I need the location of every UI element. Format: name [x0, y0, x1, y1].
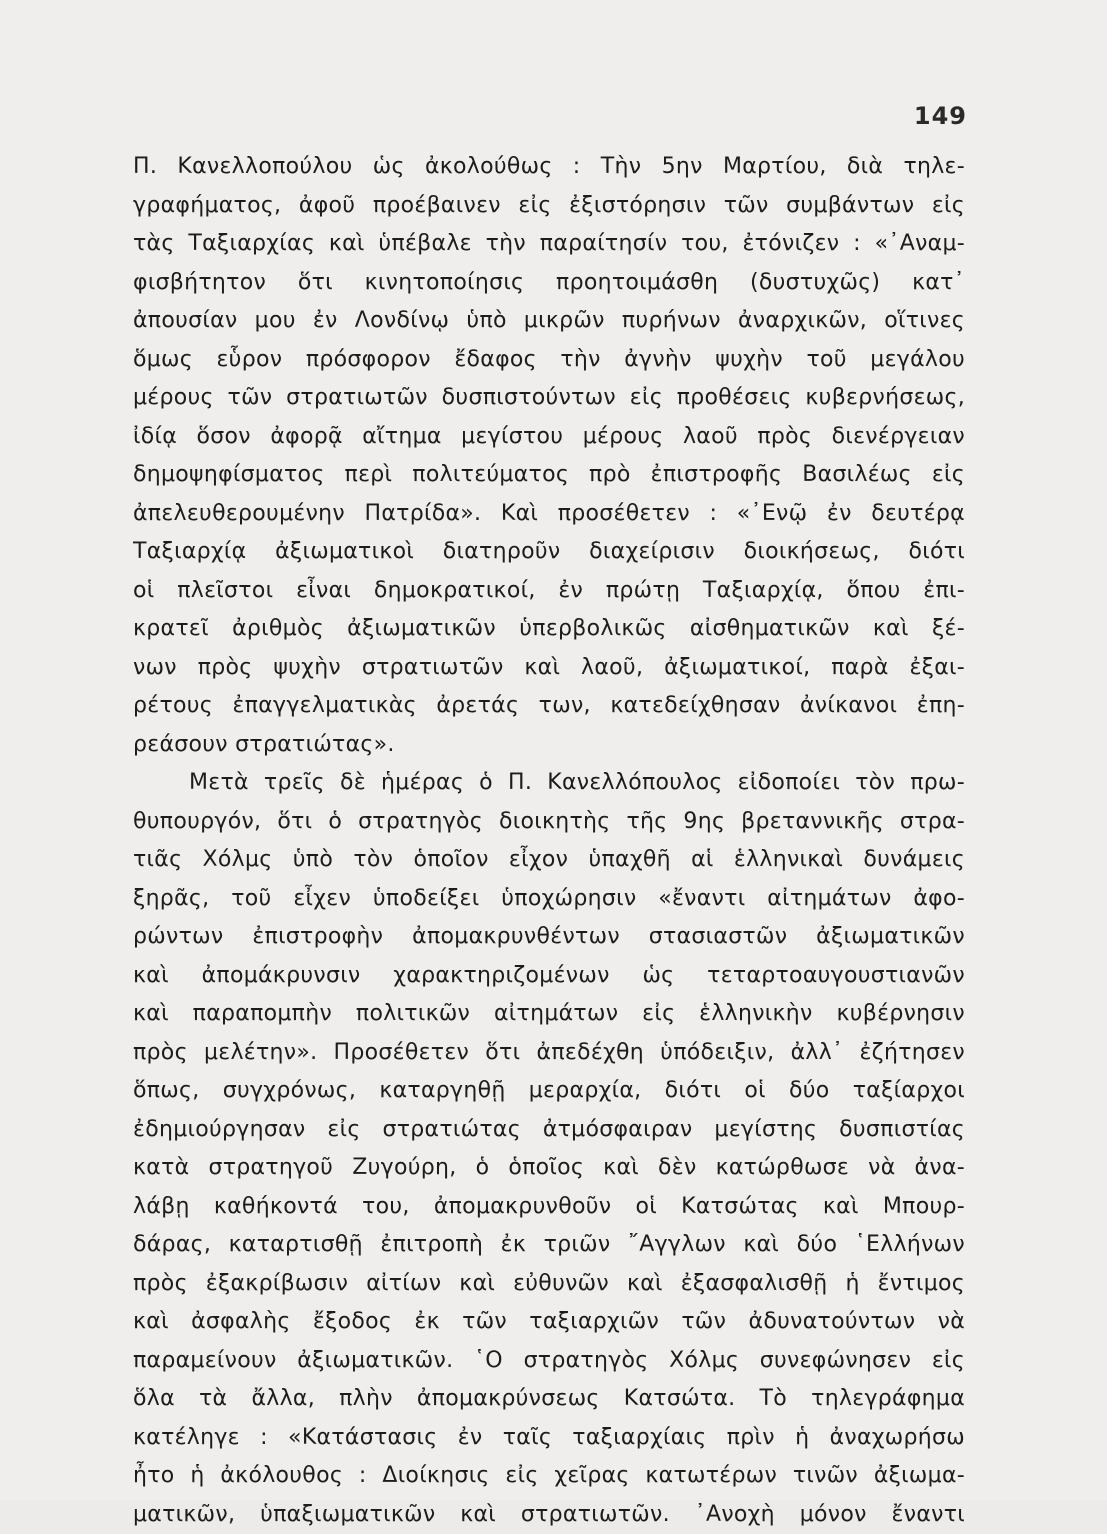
- text-line: φισβήτητον ὅτι κινητοποίησις προητοιμάσθη (δυστυχῶς) κατ᾿: [133, 264, 965, 303]
- paragraph: [133, 764, 965, 1534]
- text-line: νων πρὸς ψυχὴν στρατιωτῶν καὶ λαοῦ, ἀξιωματικοί, παρὰ ἐξαι-: [133, 649, 965, 688]
- text-line: γραφήματος, ἀφοῦ προέβαινεν εἰς ἐξιστόρησιν τῶν συμβάντων εἰς: [133, 187, 965, 226]
- text-line: Μετὰ τρεῖς δὲ ἡμέρας ὁ Π. Κανελλόπουλος εἰδοποίει τὸν πρω-: [133, 764, 965, 803]
- text-line: ρεάσουν στρατιώτας».: [133, 726, 965, 765]
- text-line: δάρας, καταρτισθῇ ἐπιτροπὴ ἐκ τριῶν ῎Αγγλων καὶ δύο ῾Ελλήνων: [133, 1226, 965, 1265]
- text-line: καὶ ἀπομάκρυνσιν χαρακτηριζομένων ὡς τεταρτοαυγουστιανῶν: [133, 957, 965, 996]
- text-line: ἰδίᾳ ὅσον ἀφορᾷ αἴτημα μεγίστου μέρους λαοῦ πρὸς διενέργειαν: [133, 418, 965, 457]
- page-number: 149: [914, 102, 967, 130]
- text-line: ματικῶν, ὑπαξιωματικῶν καὶ στρατιωτῶν. ᾿Ανοχὴ μόνον ἔναντι: [133, 1496, 965, 1534]
- text-line: ὅπως, συγχρόνως, καταργηθῇ μεραρχία, διότι οἱ δύο ταξίαρχοι: [133, 1072, 965, 1111]
- text-line: Π. Κανελλοπούλου ὡς ἀκολούθως : Τὴν 5ην Μαρτίου, διὰ τηλε-: [133, 148, 965, 187]
- text-line: πρὸς ἐξακρίβωσιν αἰτίων καὶ εὐθυνῶν καὶ ἐξασφαλισθῇ ἡ ἔντιμος: [133, 1265, 965, 1304]
- text-line: ἀπελευθερουμένην Πατρίδα». Καὶ προσέθετεν : «᾿Ενῷ ἐν δευτέρᾳ: [133, 495, 965, 534]
- body-text: [133, 148, 965, 1534]
- paragraph: [133, 148, 965, 764]
- text-line: θυπουργόν, ὅτι ὁ στρατηγὸς διοικητὴς τῆς 9ης βρεταννικῆς στρα-: [133, 803, 965, 842]
- text-line: παραμείνουν ἀξιωματικῶν. ῾Ο στρατηγὸς Χόλμς συνεφώνησεν εἰς: [133, 1342, 965, 1381]
- text-line: τιᾶς Χόλμς ὑπὸ τὸν ὁποῖον εἶχον ὑπαχθῆ αἱ ἑλληνικαὶ δυνάμεις: [133, 841, 965, 880]
- text-line: ἦτο ἡ ἀκόλουθος : Διοίκησις εἰς χεῖρας κατωτέρων τινῶν ἀξιωμα-: [133, 1457, 965, 1496]
- text-line: τὰς Ταξιαρχίας καὶ ὑπέβαλε τὴν παραίτησίν του, ἐτόνιζεν : «᾿Αναμ-: [133, 225, 965, 264]
- text-line: ρέτους ἐπαγγελματικὰς ἀρετάς των, κατεδείχθησαν ἀνίκανοι ἐπη-: [133, 687, 965, 726]
- text-line: ἀπουσίαν μου ἐν Λονδίνῳ ὑπὸ μικρῶν πυρήνων ἀναρχικῶν, οἵτινες: [133, 302, 965, 341]
- text-line: καὶ παραπομπὴν πολιτικῶν αἰτημάτων εἰς ἑλληνικὴν κυβέρνησιν: [133, 995, 965, 1034]
- text-line: κατὰ στρατηγοῦ Ζυγούρη, ὁ ὁποῖος καὶ δὲν κατώρθωσε νὰ ἀνα-: [133, 1149, 965, 1188]
- text-line: ἐδημιούργησαν εἰς στρατιώτας ἀτμόσφαιραν μεγίστης δυσπιστίας: [133, 1111, 965, 1150]
- text-line: πρὸς μελέτην». Προσέθετεν ὅτι ἀπεδέχθη ὑπόδειξιν, ἀλλ᾿ ἐζήτησεν: [133, 1034, 965, 1073]
- text-line: ὅλα τὰ ἄλλα, πλὴν ἀπομακρύνσεως Κατσώτα. Τὸ τηλεγράφημα: [133, 1380, 965, 1419]
- text-line: καὶ ἀσφαλὴς ἔξοδος ἐκ τῶν ταξιαρχιῶν τῶν ἀδυνατούντων νὰ: [133, 1303, 965, 1342]
- text-line: ξηρᾶς, τοῦ εἶχεν ὑποδείξει ὑποχώρησιν «ἔναντι αἰτημάτων ἀφο-: [133, 880, 965, 919]
- text-line: κατέληγε : «Κατάστασις ἐν ταῖς ταξιαρχίαις πρὶν ἡ ἀναχωρήσω: [133, 1419, 965, 1458]
- text-line: λάβῃ καθήκοντά του, ἀπομακρυνθοῦν οἱ Κατσώτας καὶ Μπουρ-: [133, 1188, 965, 1227]
- text-line: ὅμως εὗρον πρόσφορον ἔδαφος τὴν ἀγνὴν ψυχὴν τοῦ μεγάλου: [133, 341, 965, 380]
- text-line: δημοψηφίσματος περὶ πολιτεύματος πρὸ ἐπιστροφῆς Βασιλέως εἰς: [133, 456, 965, 495]
- text-line: Ταξιαρχίᾳ ἀξιωματικοὶ διατηροῦν διαχείρισιν διοικήσεως, διότι: [133, 533, 965, 572]
- text-line: κρατεῖ ἀριθμὸς ἀξιωματικῶν ὑπερβολικῶς αἰσθηματικῶν καὶ ξέ-: [133, 610, 965, 649]
- text-line: οἱ πλεῖστοι εἶναι δημοκρατικοί, ἐν πρώτῃ Ταξιαρχίᾳ, ὅπου ἐπι-: [133, 572, 965, 611]
- text-line: ρώντων ἐπιστροφὴν ἀπομακρυνθέντων στασιαστῶν ἀξιωματικῶν: [133, 918, 965, 957]
- text-line: μέρους τῶν στρατιωτῶν δυσπιστούντων εἰς προθέσεις κυβερνήσεως,: [133, 379, 965, 418]
